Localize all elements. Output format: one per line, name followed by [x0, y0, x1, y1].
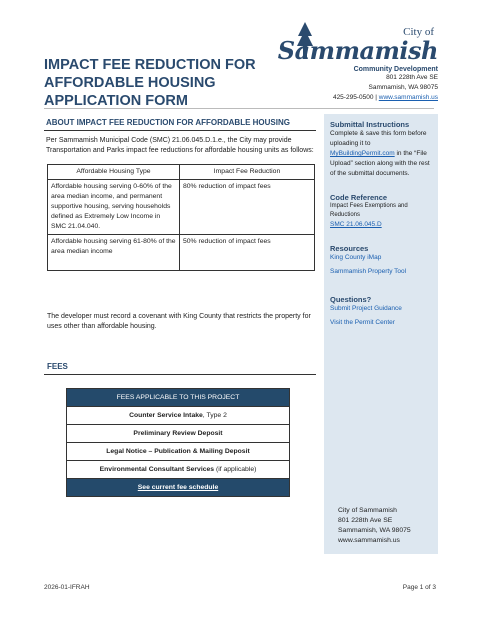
smc-link[interactable]: SMC 21.06.045.D [330, 221, 382, 228]
table-header-row [48, 165, 315, 180]
fee-row [67, 461, 290, 479]
table-cell-type: Affordable housing serving 0-60% of the area median income, and permanent supportive housing, serving households defined as Extremely Low Income in SMC 21.04.040. [48, 180, 180, 235]
sidebar-address [338, 506, 411, 546]
fee-schedule-link[interactable]: See current fee schedule [67, 479, 290, 497]
header-contact [288, 93, 438, 103]
logo-city-of: City of [403, 26, 434, 38]
header-city: Sammamish, WA 98075 [368, 84, 438, 91]
city-logo-block [277, 22, 438, 103]
table-cell-reduction: 80% reduction of impact fees [180, 180, 315, 235]
title-line-3: APPLICATION FORM [44, 93, 188, 109]
table-header-reduction: Impact Fee Reduction [180, 165, 315, 180]
city-logo [277, 22, 438, 72]
sidebar [324, 114, 438, 554]
fee-row [67, 407, 290, 425]
fees-heading: FEES [44, 360, 316, 375]
logo-department: Community Development [353, 66, 438, 73]
header-web-link[interactable]: www.sammamish.us [378, 94, 438, 101]
sidebar-address-line: www.sammamish.us [338, 537, 400, 544]
sidebar-address-line: City of Sammamish [338, 507, 397, 514]
header-street: 801 228th Ave SE [386, 74, 438, 81]
king-county-imap-link[interactable]: King County iMap [330, 254, 382, 261]
header-address [288, 73, 438, 103]
table-cell-type: Affordable housing serving 61-80% of the area median income [48, 235, 180, 271]
sidebar-address-line: 801 228th Ave SE [338, 517, 393, 524]
fees-table-header [67, 389, 290, 407]
fee-item: Counter Service Intake, Type 2 [67, 407, 290, 425]
table-cell-reduction: 50% reduction of impact fees [180, 235, 315, 271]
form-code: 2026-01-IFRAH [44, 584, 90, 591]
fee-row [67, 443, 290, 461]
property-tool-link[interactable]: Sammamish Property Tool [330, 268, 407, 275]
logo-name: Sammamish [277, 36, 438, 65]
about-section [44, 116, 316, 271]
fees-table [66, 388, 290, 497]
table-row [48, 235, 315, 271]
covenant-note: The developer must record a covenant with King County that restricts the property for uses other than affordable housing. [47, 313, 311, 330]
fee-item: Environmental Consultant Services (if applicable) [67, 461, 290, 479]
about-heading: ABOUT IMPACT FEE REDUCTION FOR AFFORDABLE HOUSING [44, 116, 316, 131]
permit-center-link[interactable]: Visit the Permit Center [330, 319, 395, 326]
table-row [48, 180, 315, 235]
page-title [44, 56, 284, 110]
fees-table-title: FEES APPLICABLE TO THIS PROJECT [67, 389, 290, 407]
submittal-text: Complete & save this form before uploading it to MyBuildingPermit.com in the “File Upload” section along with the rest of the submittal documents. [330, 130, 430, 177]
project-guidance-link[interactable]: Submit Project Guidance [330, 305, 402, 312]
mybuildingpermit-link[interactable]: MyBuildingPermit.com [330, 150, 395, 157]
about-intro: Per Sammamish Municipal Code (SMC) 21.06.045.D.1.e., the City may provide Transportation and Parks impact fee reductions for affordable housing units as follows: [46, 137, 314, 154]
sidebar-address-line: Sammamish, WA 98075 [338, 527, 411, 534]
page-number: Page 1 of 3 [402, 584, 436, 591]
table-header-type: Affordable Housing Type [48, 165, 180, 180]
submittal-heading: Submittal Instructions [330, 120, 410, 129]
title-line-2: AFFORDABLE HOUSING [44, 75, 216, 91]
questions-heading: Questions? [330, 295, 372, 304]
reduction-table [47, 164, 315, 271]
title-divider [44, 108, 434, 109]
code-reference-text: Impact Fees Exemptions and Reductions [330, 203, 408, 218]
fee-item: Preliminary Review Deposit [67, 425, 290, 443]
header-separator: | [375, 94, 377, 101]
header-phone: 425-295-0500 [332, 94, 374, 101]
code-reference-heading: Code Reference [330, 193, 388, 202]
fee-row [67, 425, 290, 443]
title-line-1: IMPACT FEE REDUCTION FOR [44, 57, 256, 73]
fee-item: Legal Notice – Publication & Mailing Deposit [67, 443, 290, 461]
resources-heading: Resources [330, 244, 369, 253]
fee-schedule-row [67, 479, 290, 497]
